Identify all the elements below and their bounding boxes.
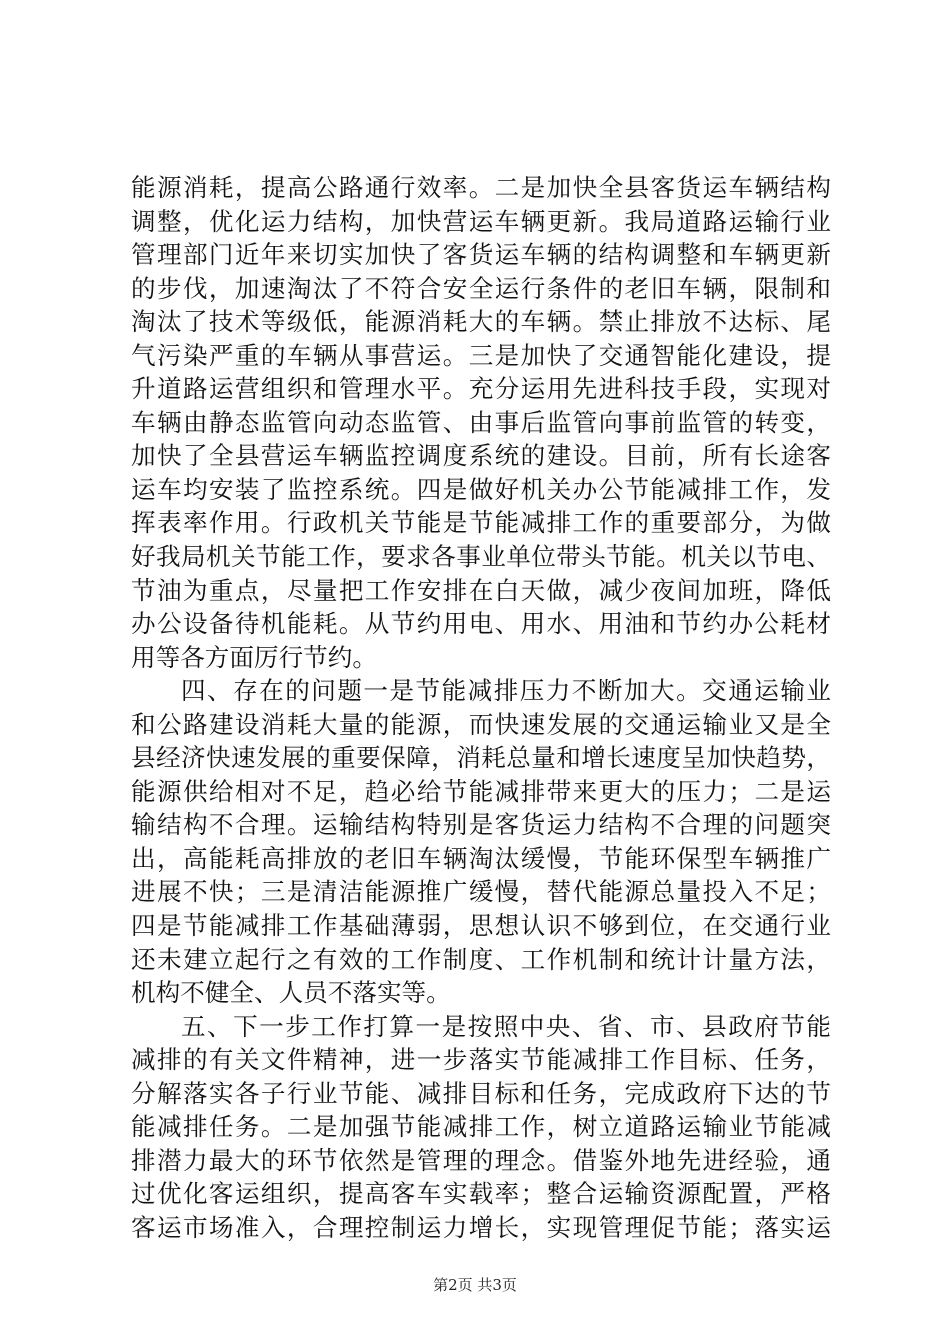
text-line: 能源消耗，提高公路通行效率。二是加快全县客货运车辆结构 <box>131 173 831 202</box>
text-line: 分解落实各子行业节能、减排目标和任务，完成政府下达的节 <box>131 1078 831 1108</box>
text-line: 和公路建设消耗大量的能源，而快速发展的交通运输业又是全 <box>131 709 831 739</box>
section-heading-line: 五、下一步工作打算一是按照中央、省、市、县政府节能 <box>181 1011 831 1041</box>
text-line: 用等各方面厉行节约。 <box>131 642 377 672</box>
text-line: 车辆由静态监管向动态监管、由事后监管向事前监管的转变， <box>131 407 831 437</box>
text-line: 办公设备待机能耗。从节约用电、用水、用油和节约办公耗材 <box>131 609 831 639</box>
text-line: 的步伐，加速淘汰了不符合安全运行条件的老旧车辆，限制和 <box>131 273 831 303</box>
text-line: 好我局机关节能工作，要求各事业单位带头节能。机关以节电、 <box>131 542 831 572</box>
section-heading-line: 四、存在的问题一是节能减排压力不断加大。交通运输业 <box>181 676 831 706</box>
page-number-footer: 第2页 共3页 <box>433 1276 517 1294</box>
text-line: 淘汰了技术等级低，能源消耗大的车辆。禁止排放不达标、尾 <box>131 307 831 337</box>
text-line: 进展不快；三是清洁能源推广缓慢，替代能源总量投入不足； <box>131 877 831 907</box>
text-line: 机构不健全、人员不落实等。 <box>131 978 451 1008</box>
text-line: 调整，优化运力结构，加快营运车辆更新。我局道路运输行业 <box>131 206 831 236</box>
text-line: 升道路运营组织和管理水平。充分运用先进科技手段，实现对 <box>131 374 831 404</box>
text-line: 运车均安装了监控系统。四是做好机关办公节能减排工作，发 <box>131 474 831 504</box>
text-line: 挥表率作用。行政机关节能是节能减排工作的重要部分，为做 <box>131 508 831 538</box>
text-line: 能减排任务。二是加强节能减排工作，树立道路运输业节能减 <box>131 1112 831 1142</box>
text-line: 客运市场准入，合理控制运力增长，实现管理促节能；落实运 <box>131 1212 831 1242</box>
document-body <box>131 171 831 1245</box>
text-line: 能源供给相对不足，趋必给节能减排带来更大的压力；二是运 <box>131 776 831 806</box>
text-line: 县经济快速发展的重要保障，消耗总量和增长速度呈加快趋势， <box>131 743 831 773</box>
text-line: 减排的有关文件精神，进一步落实节能减排工作目标、任务， <box>131 1045 831 1075</box>
text-line: 输结构不合理。运输结构特别是客货运力结构不合理的问题突 <box>131 810 831 840</box>
text-line: 四是节能减排工作基础薄弱，思想认识不够到位，在交通行业 <box>131 911 831 941</box>
text-line: 节油为重点，尽量把工作安排在白天做，减少夜间加班，降低 <box>131 575 831 605</box>
text-line: 过优化客运组织，提高客车实载率；整合运输资源配置，严格 <box>131 1179 831 1209</box>
text-line: 出，高能耗高排放的老旧车辆淘汰缓慢，节能环保型车辆推广 <box>131 843 831 873</box>
text-line: 排潜力最大的环节依然是管理的理念。借鉴外地先进经验，通 <box>131 1145 831 1175</box>
text-line: 气污染严重的车辆从事营运。三是加快了交通智能化建设，提 <box>131 340 831 370</box>
text-line: 管理部门近年来切实加快了客货运车辆的结构调整和车辆更新 <box>131 240 831 270</box>
text-line: 还未建立起行之有效的工作制度、工作机制和统计计量方法， <box>131 944 831 974</box>
text-line: 加快了全县营运车辆监控调度系统的建设。目前，所有长途客 <box>131 441 831 471</box>
